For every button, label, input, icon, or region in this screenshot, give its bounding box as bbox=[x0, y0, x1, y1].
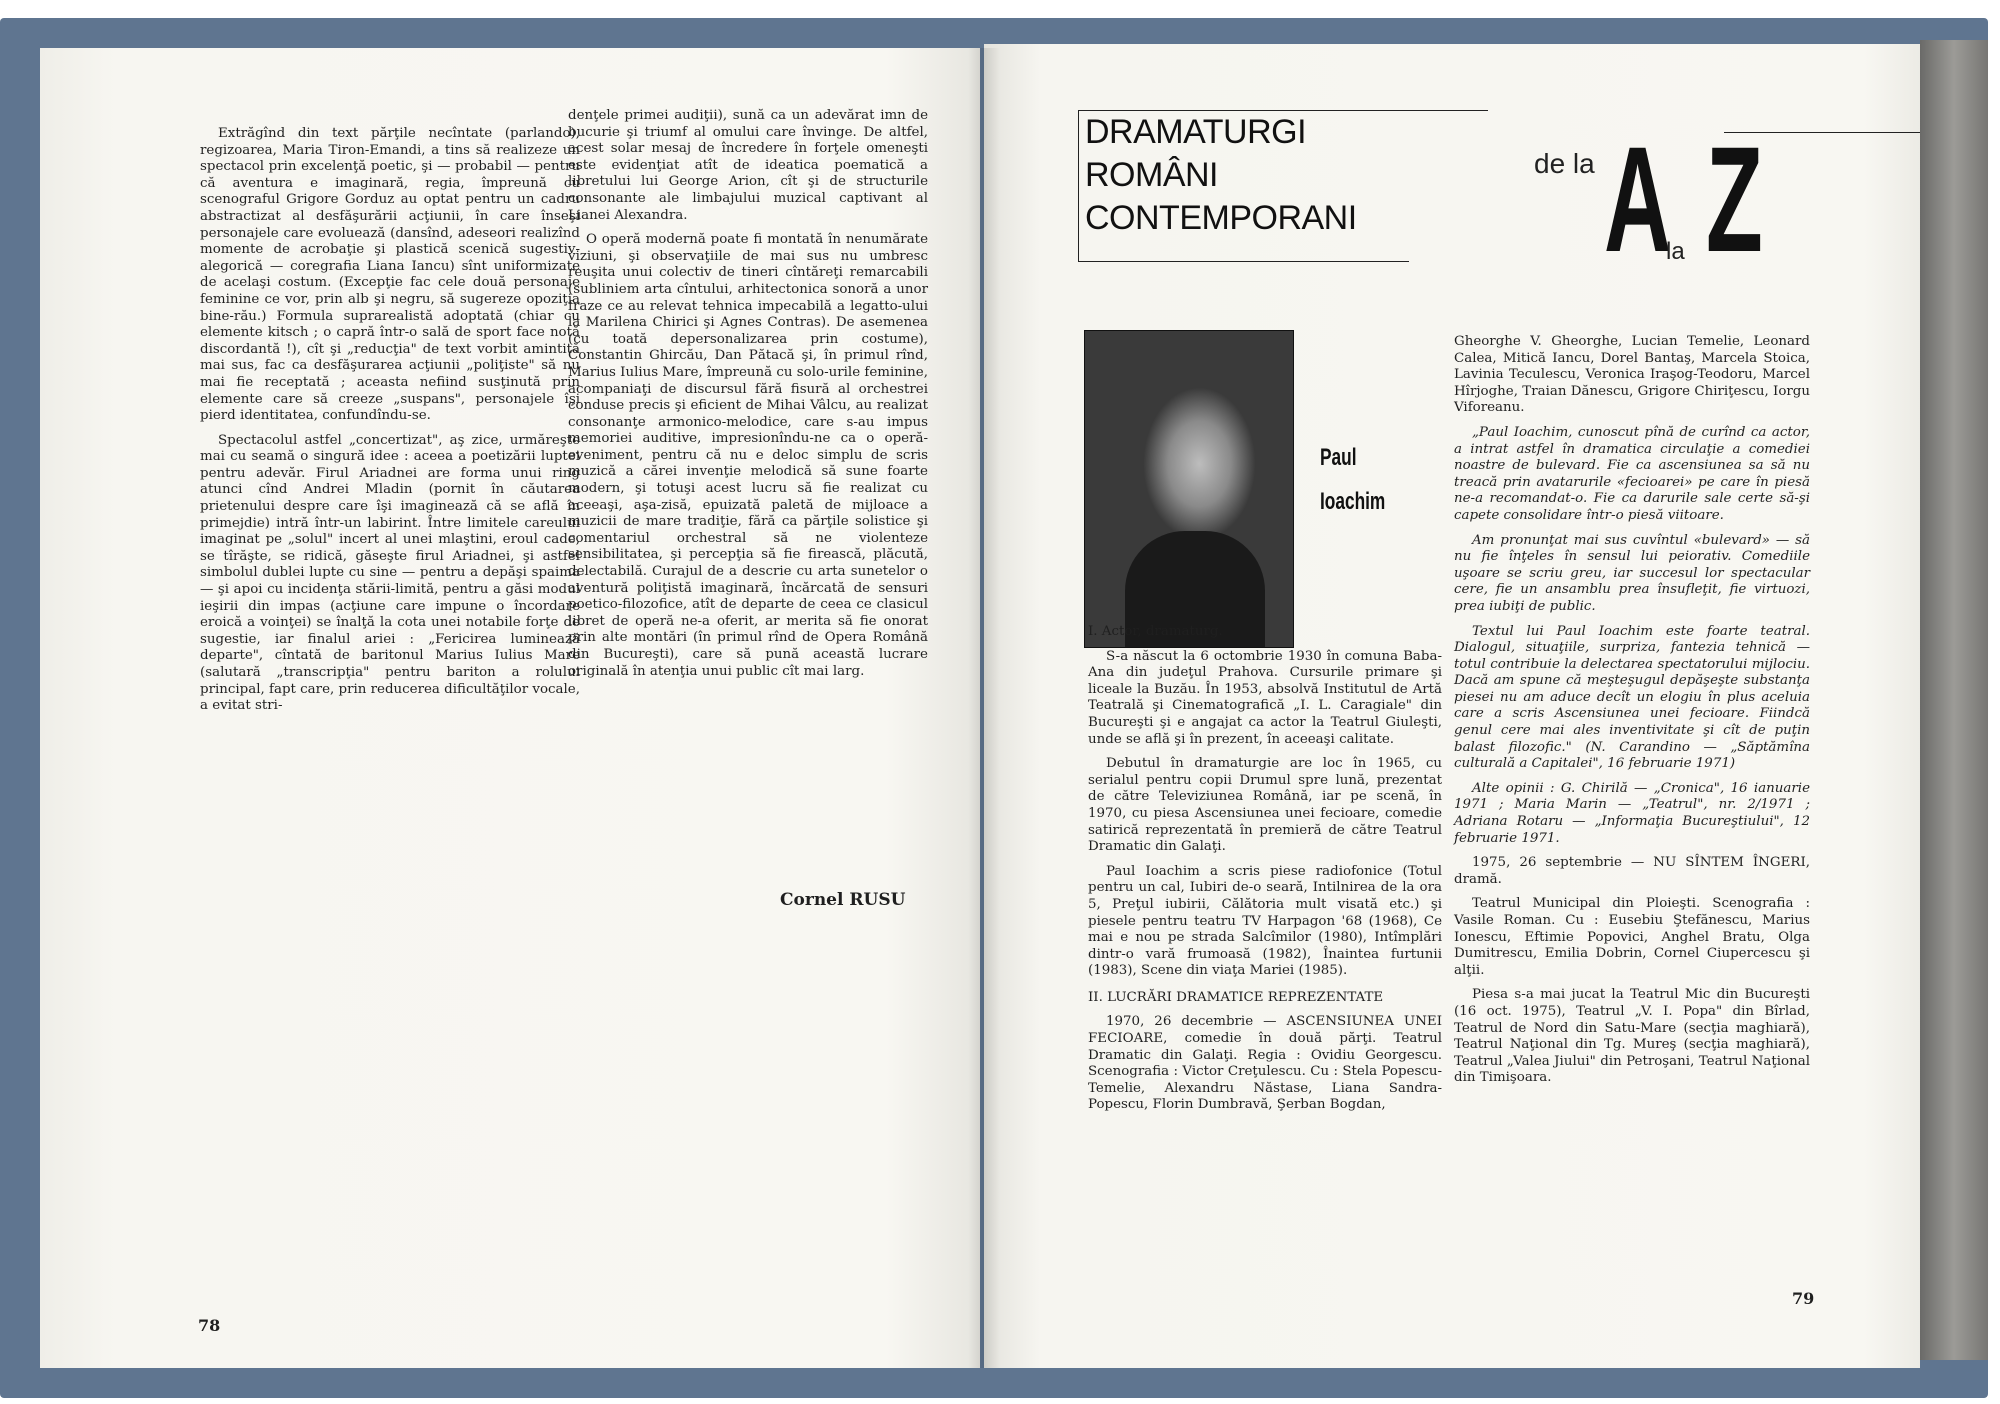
dramatist-last-name: Ioachim bbox=[1320, 488, 1386, 515]
page-number: 78 bbox=[198, 1316, 221, 1335]
left-column-2 bbox=[568, 108, 928, 688]
paragraph: Paul Ioachim a scris piese radiofonice (Totul pentru un cal, Iubiri de-o seară, Intilnirea de la ora 5, Preţul iubirii, Călătoria mult visată etc.) şi piesele pentru teatru TV Harpagon '68 (1968), Ce mai e nou pe strada Salcîmilor (1980), Intîmplări dintr-o vară frumoasă (1982), Înaintea furtunii (1983), Scene din viaţa Mariei (1985). bbox=[1088, 863, 1442, 979]
az-letter-a: A bbox=[1604, 115, 1672, 283]
quote-paragraph: Am pronunţat mai sus cuvîntul «bulevard» — să nu fie înţeles în sensul lui peiorativ. Comediile uşoare se scriu greu, iar succesul lor spectacular cere, fie un ansamblu prea însufleţit, fie virtuozi, prea iubiţi de public. bbox=[1454, 532, 1810, 614]
right-page bbox=[984, 44, 1920, 1368]
paragraph: denţele primei audiţii), sună ca un adevărat imn de bucurie şi triumf al omului care învinge. De altfel, acest solar mesaj de încredere în forţele omeneşti este evidenţiat atît de ideatica poematică a libretului lui George Arion, cît şi de structurile consonante ale limbajului muzical captivant al Lianei Alexandra. bbox=[568, 108, 928, 223]
az-la-label: la bbox=[1666, 238, 1685, 265]
quote-paragraph: „Paul Ioachim, cunoscut pînă de curînd ca actor, a intrat astfel în dramatica circulaţie a comediei noastre de bulevard. Fie ca ascensiunea sa să nu treacă prin avatarurile «fecioarei» pe care în piesă ne-a recomandat-o. Fie ca darurile sale certe să-şi capete consolidare într-o piesă viitoare. bbox=[1454, 424, 1810, 523]
paragraph: Debutul în dramaturgie are loc în 1965, cu serialul pentru copii Drumul spre lună, prezentat de către Televiziunea Română, iar pe scenă, în 1970, cu piesa Ascensiunea unei fecioare, comedie satirică reprezentată în premieră de către Teatrul Dramatic din Galaţi. bbox=[1088, 756, 1442, 855]
paragraph: Extrăgînd din text părţile necîntate (parlando), regizoarea, Maria Tiron-Emandi, a tins să realizeze un spectacol prin excelenţă poetic, şi — probabil — pentru că aventura e imaginară, regia, împreună cu scenograful Grigore Gorduz au optat pentru un cadru abstractizat al desfăşurării acţiunii, în care înseşi personajele care evoluează (dansînd, adeseori realizînd momente de acrobaţie şi plastică scenică sugestiv-alegorică — coregrafia Liana Iancu) sînt uniformizate de acelaşi costum. (Excepţie fac cele două personaje feminine ce vor, prin alb şi negru, să sugereze opoziţia bine-rău.) Formula suprarealistă adoptată (chiar cu elemente kitsch ; o capră într-o sală de sport face notă discordantă !), cît şi „reducţia" de text vorbit amintită mai sus, fac ca desfăşurarea acţiunii „poliţiste" să nu mai fie receptată ; aceasta nefiind susţinută prin elemente care să creeze „suspans", personajele îşi pierd identitatea, confundîndu-se. bbox=[200, 126, 580, 424]
page-number: 79 bbox=[1792, 1289, 1815, 1308]
paragraph: 1975, 26 septembrie — NU SÎNTEM ÎNGERI, dramă. bbox=[1454, 855, 1810, 887]
paragraph: S-a născut la 6 octombrie 1930 în comuna Baba-Ana din judeţul Prahova. Cursurile primare şi liceale la Buzău. În 1953, absolvă Institutul de Artă Teatrală şi Cinematografică „I. L. Caragiale" din Bucureşti şi e angajat ca actor la Teatrul Giuleşti, unde se află şi în prezent, în aceeaşi calitate. bbox=[1088, 648, 1442, 747]
dramatist-first-name: Paul bbox=[1320, 444, 1357, 471]
book-gutter bbox=[968, 48, 1000, 1368]
title-rule bbox=[1408, 110, 1488, 111]
quote-paragraph: Alte opinii : G. Chirilă — „Cronica", 16 ianuarie 1971 ; Maria Marin — „Teatrul", nr. 2/1971 ; Adriana Rotaru — „Informaţia Bucureştiului", 12 februarie 1971. bbox=[1454, 780, 1810, 846]
section-heading: II. LUCRĂRI DRAMATICE REPREZENTATE bbox=[1088, 989, 1384, 1005]
section-title-line: DRAMATURGI bbox=[1085, 113, 1307, 151]
section-heading: I. Actor, dramaturg. bbox=[1088, 624, 1223, 639]
section-title-line: CONTEMPORANI bbox=[1085, 199, 1357, 237]
quote-block bbox=[1454, 425, 1810, 847]
author-portrait-photo bbox=[1084, 330, 1294, 648]
paragraph: Gheorghe V. Gheorghe, Lucian Temelie, Leonard Calea, Mitică Iancu, Dorel Bantaş, Marcela Stoica, Lavinia Teculescu, Veronica Iraşog-Teodoru, Marcel Hîrjoghe, Traian Dănescu, Grigore Chiriţescu, Iorgu Viforeanu. bbox=[1454, 334, 1810, 416]
paragraph: Piesa s-a mai jucat la Teatrul Mic din Bucureşti (16 oct. 1975), Teatrul „V. I. Popa" din Bîrlad, Teatrul de Nord din Satu-Mare (secţia maghiară), Teatrul Naţional din Tg. Mureş (secţia maghiară), Teatrul „Valea Jiului" din Petroşani, Teatrul Naţional din Timişoara. bbox=[1454, 987, 1810, 1086]
left-page bbox=[40, 48, 980, 1368]
section-title-box bbox=[1078, 110, 1409, 262]
paragraph: O operă modernă poate fi montată în nenumărate viziuni, şi observaţiile de mai sus nu umbresc reuşita unui colectiv de tineri cîntăreţi remarcabili (subliniem arta cîntului, arhitectonica sonoră a unor fraze ce au relevat tehnica impecabilă a legatto-ului la Marilena Chirici şi Agnes Contras). De asemenea (cu toată depersonalizarea prin costume), Constantin Ghircău, Dan Pătacă şi, în primul rînd, Marius Iulius Mare, împreună cu solo-urile feminine, acompaniaţi de discursul fără fisură al orchestrei conduse precis şi eficient de Mihai Vâlcu, au realizat consonanţe armonico-melodice, care s-au impus memoriei auditive, impresionîndu-ne ca o operă-eveniment, pentru că nu e deloc simplu de scris muzică a cărei invenţie melodică să sune foarte modern, şi totuşi acest lucru să fie realizat cu aceeaşi, aşa-zisă, epuizată paletă de mijloace a muzicii de mare tradiţie, fără ca părţile solistice şi comentariul orchestral să ne violenteze sensibilitatea, şi percepţia să fie firească, plăcută, delectabilă. Curajul de a descrie cu arta sunetelor o aventură poliţistă imaginară, încărcată de sensuri poetico-filozofice, atît de departe de ceea ce clasicul libret de operă ne-a oferit, ar merita să fie onorat prin alte montări (în primul rînd de Opera Română din Bucureşti), care să pună această lucrare originală în atenţia unui public cît mai larg. bbox=[568, 232, 928, 679]
paragraph: Spectacolul astfel „concertizat", aş zice, urmăreşte mai cu seamă o singură idee : aceea a poetizării luptei pentru adevăr. Firul Ariadnei are forma unui ring atunci cînd Andrei Mladin (pornit în căutarea prietenului despre care îşi imaginează că se află în primejdie) intră într-un labirint. Între limitele careului imaginat pe „solul" incert al unei mlaştini, eroul cade, se tîrăşte, se ridică, găseşte firul Ariadnei, şi astfel simbolul dublei lupte cu sine — pentru a depăşi spaima — şi apoi cu incidenţa stării-limită, pentru a găsi modul ieşirii din impas (acţiune care impune o încordare eroică a voinţei) se înalţă la cota unei notabile forţe de sugestie, iar finalul ariei : „Fericirea luminează departe", cîntată de baritonul Marius Iulius Mare (salutară „transcripţia" pentru bariton a rolului principal, fapt care, prin reducerea dificultăţilor vocale, a evitat stri- bbox=[200, 432, 580, 714]
dramatist-name bbox=[1320, 436, 1385, 524]
book-spine bbox=[1920, 40, 1988, 1360]
quote-paragraph: Textul lui Paul Ioachim este foarte teatral. Dialogul, situaţiile, surpriza, fantezia tehnică — totul contribuie la delectarea spectatorului mijlociu. Dacă am spune că meşteşugul depăşeşte substanţa piesei nu am aduce decît un elogiu în plus aceluia care a scris Ascensiunea unei fecioare. Fiindcă genul cere mai ales inventivitate şi cît de puţin balast filozofic." (N. Carandino — „Săptămîna culturală a Capitalei", 16 februarie 1971) bbox=[1454, 623, 1810, 772]
paragraph: Teatrul Municipal din Ploieşti. Scenografia : Vasile Roman. Cu : Eusebiu Ştefănescu, Marius Ionescu, Eftimie Popovici, Anghel Bratu, Olga Dumitrescu, Emilia Dobrin, Cornel Ciupercescu şi alţii. bbox=[1454, 896, 1810, 978]
az-de-label: de la bbox=[1534, 148, 1595, 179]
az-letter-z: Z bbox=[1706, 115, 1763, 283]
right-column-2 bbox=[1454, 334, 1810, 1095]
right-column-1 bbox=[1088, 624, 1442, 1122]
section-title-line: ROMÂNI bbox=[1085, 156, 1218, 194]
paragraph: 1970, 26 decembrie — ASCENSIUNEA UNEI FECIOARE, comedie în două părţi. Teatrul Dramatic din Galaţi. Regia : Ovidiu Georgescu. Scenografia : Victor Creţulescu. Cu : Stela Popescu-Temelie, Alexandru Năstase, Liana Sandra-Popescu, Florin Dumbravă, Şerban Bogdan, bbox=[1088, 1014, 1442, 1113]
left-column-1 bbox=[200, 126, 580, 723]
article-author: Cornel RUSU bbox=[780, 890, 906, 910]
